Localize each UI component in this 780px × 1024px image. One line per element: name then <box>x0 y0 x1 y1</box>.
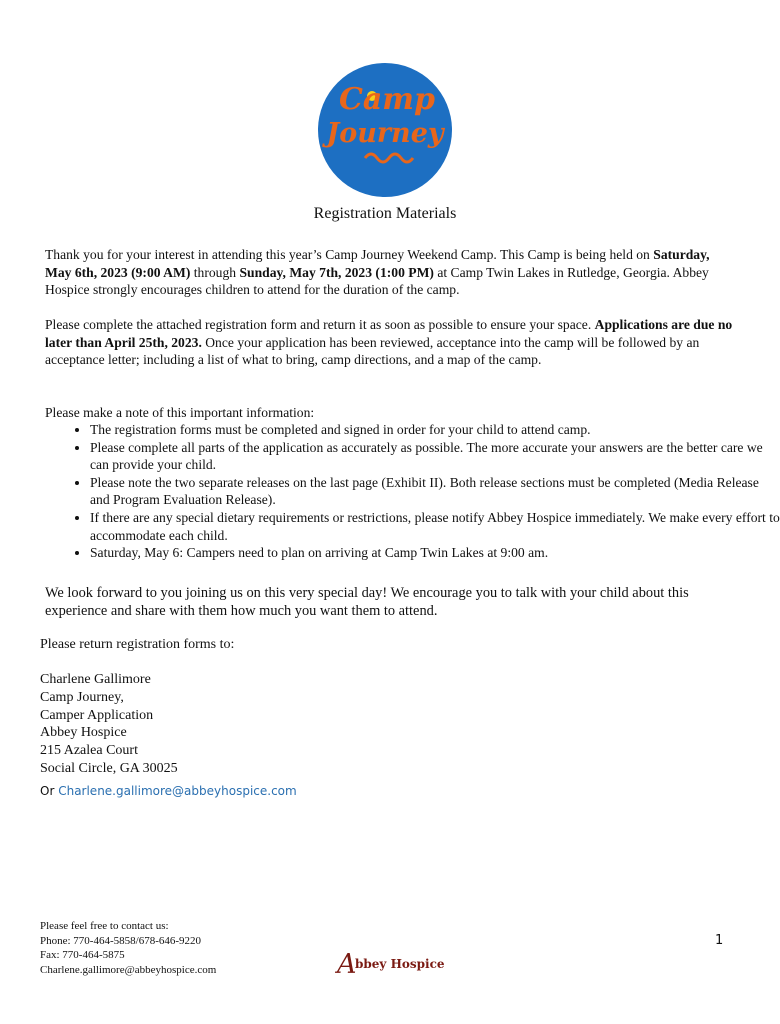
address-line: 215 Azalea Court <box>40 743 138 759</box>
address-line: Camper Application <box>40 707 154 723</box>
return-heading: Please return registration forms to: <box>40 637 235 652</box>
page-number: 1 <box>715 933 724 948</box>
intro-text-through: through <box>190 264 240 280</box>
registration-paragraph <box>45 316 735 369</box>
registration-text-rest: Once your application has been reviewed, acceptance into the camp will be followed by an acceptance letter; including a list of what to bring, camp directions, and a map of the camp. <box>45 334 700 368</box>
contact-line: Please feel free to contact us: <box>40 920 169 932</box>
alt-contact <box>40 784 297 798</box>
closing-paragraph: We look forward to you joining us on this very special day! We encourage you to talk with your child about this experience and share with them how much you want them to attend. <box>45 585 689 619</box>
important-notes-list <box>45 421 780 562</box>
address-line: Abbey Hospice <box>40 725 127 741</box>
list-item: • Please note the two separate releases on the last page (Exhibit II). Both release sections must be completed (Media Release and Program Evaluation Release). <box>90 474 780 509</box>
registration-text: Please complete the attached registration form and return it as soon as possible to ensure your space. <box>45 317 595 332</box>
address-line: Charlene Gallimore <box>40 672 151 687</box>
logo-text-journey: Journey <box>326 118 444 149</box>
contact-line: Fax: 770-464-5875 <box>40 949 125 962</box>
address-line: Social Circle, GA 30025 <box>40 760 178 776</box>
list-item: • If there are any special dietary requirements or restrictions, please notify Abbey Hospice immediately. We make every effort to accommodate each child. <box>90 509 780 544</box>
camp-end-date: Sunday, May 7th, 2023 (1:00 PM) <box>239 264 434 280</box>
contact-line: Phone: 770-464-5858/678-646-9220 <box>40 934 202 947</box>
application-deadline: Applications are due no later than April 25th, 2023. <box>45 317 733 350</box>
list-item: • Please complete all parts of the application as accurately as possible. The more accurate your answers are the better care we can provide your child. <box>90 439 780 474</box>
footer-contact <box>40 919 216 977</box>
camp-start-date: Saturday, May 6th, 2023 (9:00 AM) <box>45 247 710 280</box>
intro-paragraph <box>45 246 735 299</box>
abbey-hospice-logo <box>335 947 445 980</box>
camp-journey-logo <box>317 62 453 198</box>
logo-name: bbey Hospice <box>355 957 445 971</box>
logo-text-camp: Camp <box>338 82 436 117</box>
notes-heading: Please make a note of this important information: <box>45 405 315 420</box>
contact-line: Charlene.gallimore@abbeyhospice.com <box>40 963 217 976</box>
logo-initial: A <box>337 949 357 980</box>
mailing-address <box>40 671 178 778</box>
intro-text: Thank you for your interest in attending this year’s Camp Journey Weekend Camp. This Camp is being held on <box>45 247 654 262</box>
or-prefix: Or <box>40 784 59 798</box>
page-title: Registration Materials <box>313 205 457 222</box>
email-link[interactable]: Charlene.gallimore@abbeyhospice.com <box>58 784 297 798</box>
list-item: • The registration forms must be completed and signed in order for your child to attend camp. <box>90 421 780 439</box>
intro-text-location: at Camp Twin Lakes in Rutledge, Georgia. Abbey Hospice strongly encourages children to attend for the duration of the camp. <box>45 264 709 298</box>
list-item: • Saturday, May 6: Campers need to plan on arriving at Camp Twin Lakes at 9:00 am. <box>90 544 780 562</box>
address-line: Camp Journey, <box>40 689 124 705</box>
